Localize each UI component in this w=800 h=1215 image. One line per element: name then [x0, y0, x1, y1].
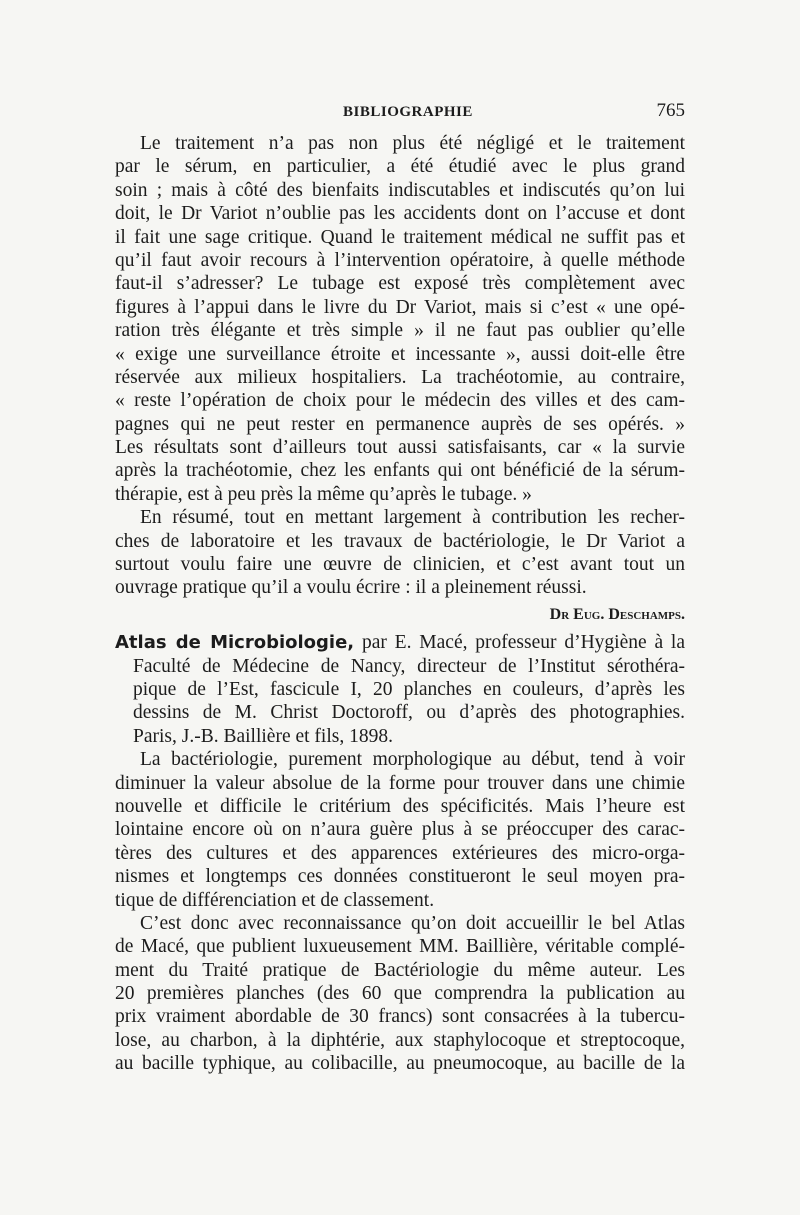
entry-line: dessins de M. Christ Doctoroff, ou d’après des photographies. — [133, 702, 685, 724]
text-line: diminuer la valeur absolue de la forme pour trouver dans une chimie — [115, 772, 685, 794]
text-line: Le traitement n’a pas non plus été négligé et le traitement — [140, 133, 685, 154]
body-text — [115, 132, 685, 1076]
reviewer-signature: Dr Eug. Deschamps. — [549, 605, 685, 623]
text-line: ment du Traité pratique de Bactériologie du même auteur. Les — [115, 959, 685, 981]
text-line: C’est donc avec reconnaissance qu’on doit accueillir le bel Atlas — [140, 912, 685, 934]
entry-title: Atlas de Microbiologie, — [115, 632, 355, 654]
text-line: figures à l’appui dans le livre du Dr Variot, mais si c’est « une opé- — [115, 296, 685, 318]
text-line: de Macé, que publient luxueusement MM. Baillière, véritable complé- — [115, 936, 685, 958]
text-line: qu’il faut avoir recours à l’intervention opératoire, à quelle méthode — [115, 249, 685, 271]
text-line: « exige une surveillance étroite et incessante », aussi doit-elle être — [115, 343, 685, 365]
text-line: réservée aux milieux hospitaliers. La trachéotomie, au contraire, — [115, 366, 685, 388]
review-atlas-microbiologie — [115, 631, 685, 1075]
text-line: soin ; mais à côté des bienfaits indiscutables et indiscutés qu’on lui — [115, 179, 685, 201]
entry-line: pique de l’Est, fascicule I, 20 planches en couleurs, d’après les — [133, 678, 685, 700]
text-line: tères des cultures et des apparences extérieures des micro-orga- — [115, 842, 685, 864]
review-variot — [115, 132, 685, 625]
text-line: doit, le Dr Variot n’oublie pas les accidents dont on l’accuse et dont — [115, 203, 685, 225]
text-line: il fait une sage critique. Quand le traitement médical ne suffit pas et — [115, 226, 685, 248]
text-line: ouvrage pratique qu’il a voulu écrire : il a pleinement réussi. — [115, 577, 587, 599]
text-line: prix vraiment abordable de 30 francs) sont consacrées à la tubercu- — [115, 1006, 685, 1028]
text-line: pagnes qui ne peut rester en permanence auprès de ses opérés. » — [115, 413, 685, 435]
entry-heading-line — [115, 631, 685, 654]
text-line: En résumé, tout en mettant largement à contribution les recher- — [140, 507, 685, 529]
text-line: faut-il s’adresser? Le tubage est exposé très complètement avec — [115, 273, 685, 295]
page-number: 765 — [656, 100, 685, 121]
text-line: après la trachéotomie, chez les enfants qui ont bénéficié de la sérum- — [115, 460, 685, 482]
text-line: lose, au charbon, à la diphtérie, aux staphylocoque et streptocoque, — [115, 1029, 685, 1051]
text-line: ches de laboratoire et les travaux de bactériologie, le Dr Variot a — [115, 530, 685, 552]
text-line: « reste l’opération de choix pour le médecin des villes et des cam- — [115, 390, 685, 412]
text-line: tique de différenciation et de classement. — [115, 889, 435, 911]
running-title: BIBLIOGRAPHIE — [343, 104, 473, 120]
text-line: surtout voulu faire une œuvre de clinicien, et c’est avant tout un — [115, 554, 685, 576]
text-line: La bactériologie, purement morphologique au début, tend à voir — [140, 749, 685, 771]
text-line: au bacille typhique, au colibacille, au pneumocoque, au bacille de la — [115, 1053, 685, 1075]
page-header — [115, 100, 685, 128]
text-line: lointaine encore où on n’aura guère plus à se préoccuper des carac- — [115, 819, 685, 841]
text-line: 20 premières planches (des 60 que comprendra la publication au — [115, 983, 685, 1005]
text-line: Les résultats sont d’ailleurs tout aussi satisfaisants, car « la survie — [115, 437, 685, 459]
text-line: nouvelle et difficile le critérium des spécificités. Mais l’heure est — [115, 795, 685, 817]
text-line: nismes et longtemps ces données constitueront le seul moyen pra- — [115, 866, 685, 888]
entry-line: Paris, J.-B. Baillière et fils, 1898. — [133, 725, 393, 747]
text-line: thérapie, est à peu près la même qu’après le tubage. » — [115, 483, 532, 505]
text-line: par le sérum, en particulier, a été étudié avec le plus grand — [115, 156, 685, 178]
text-line: ration très élégante et très simple » il ne faut pas oublier qu’elle — [115, 320, 685, 342]
entry-details: par E. Macé, professeur d’Hygiène à la — [361, 632, 685, 654]
entry-line: Faculté de Médecine de Nancy, directeur de l’Institut sérothéra- — [133, 655, 685, 677]
